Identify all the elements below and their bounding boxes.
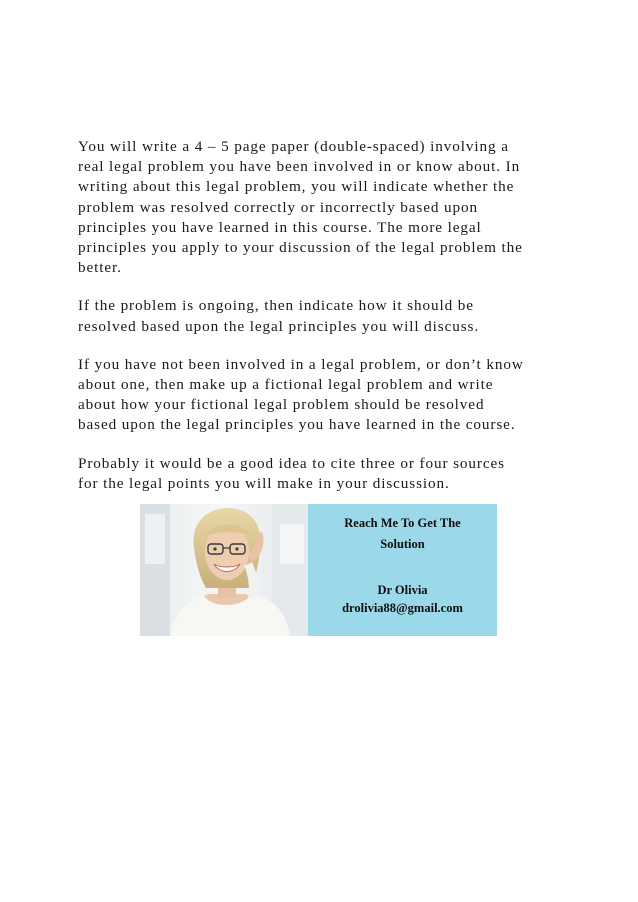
text-line: If the problem is ongoing, then indicate how it should be (78, 297, 474, 315)
paragraph-ongoing (78, 296, 568, 336)
ad-contact-email[interactable]: drolivia88@gmail.com (342, 601, 463, 615)
paragraph-assignment (78, 137, 568, 278)
paragraph-sources (78, 454, 568, 494)
ad-contact-name: Dr Olivia (377, 583, 428, 597)
text-line: based upon the legal principles you have learned in the course. (78, 416, 516, 434)
contact-ad-banner (140, 504, 497, 636)
text-line: You will write a 4 – 5 page paper (double-spaced) involving a (78, 138, 509, 155)
text-line: problem was resolved correctly or incorrectly based upon (78, 198, 479, 216)
text-line: real legal problem you have been involved in or know about. In (78, 158, 521, 176)
text-line: resolved based upon the legal principles you will discuss. (78, 317, 480, 335)
ad-heading-line1: Reach Me To Get The (344, 516, 461, 530)
text-line: Probably it would be a good idea to cite three or four sources (78, 454, 505, 472)
text-line: for the legal points you will make in your discussion. (78, 474, 450, 492)
woman-photo (140, 504, 308, 636)
text-line: If you have not been involved in a legal problem, or don’t know (78, 355, 524, 373)
text-line: about one, then make up a fictional legal problem and write (78, 376, 494, 394)
text-line: principles you have learned in this course. The more legal (78, 218, 482, 236)
paragraph-fictional (78, 355, 568, 436)
text-line: principles you apply to your discussion of the legal problem the (78, 239, 523, 257)
text-line: writing about this legal problem, you will indicate whether the (78, 178, 515, 196)
woman-photo-image (140, 504, 308, 636)
ad-heading-line2: Solution (380, 537, 425, 551)
text-line: about how your fictional legal problem should be resolved (78, 396, 485, 414)
document-body (78, 137, 568, 512)
text-line: better. (78, 259, 122, 277)
contact-info-box (308, 504, 497, 636)
